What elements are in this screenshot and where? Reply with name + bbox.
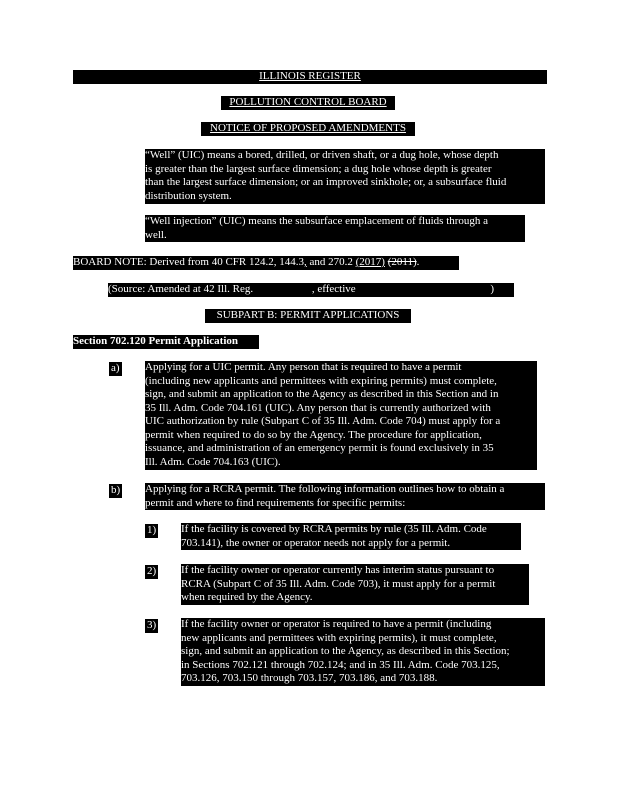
para-a-text: Applying for a UIC permit. Any person that is required to have a permit (including new applicants and permittees with expiring permits) must complete, sign, and submit an application to the Agency as described in this Section and in 35 Ill. Adm. Code 704.161 (UIC). Any person that is currently authorized with UIC authorization by rule (Subpart C of 35 Ill. Adm. Code 704) must apply for a permit when required to do so by the Agency. The procedure for application, issuance, and administration of an emergency permit is found exclusively in 35 Ill. Adm. Code 704.163 (UIC).: [145, 361, 537, 470]
para-b-text: Applying for a RCRA permit. The following information outlines how to obtain a permit and where to find requirements for specific permits:: [145, 483, 545, 510]
item-1-text: If the facility is covered by RCRA permits by rule (35 Ill. Adm. Code 703.141), the owner or operator needs not apply for a permit.: [181, 523, 521, 550]
subpart-heading: SUBPART B: PERMIT APPLICATIONS: [205, 309, 411, 323]
para-a-label: a): [111, 362, 120, 374]
source-note: (Source: Amended at 42 Ill. Reg. , effective ): [108, 283, 514, 297]
well-injection-definition: “Well injection” (UIC) means the subsurface emplacement of fluids through a well.: [145, 215, 525, 242]
well-definition: “Well” (UIC) means a bored, drilled, or driven shaft, or a dug hole, whose depth is greater than the largest surface dimension; a dug hole whose depth is greater than the largest surface dimension; or an improved sinkhole; or, a subsurface fluid distribution system.: [145, 149, 545, 204]
item-1-label: 1): [147, 524, 157, 536]
item-2-text: If the facility owner or operator currently has interim status pursuant to RCRA (Subpart C of 35 Ill. Adm. Code 703), it must apply for a permit when required by the Agency.: [181, 564, 529, 605]
board-name: POLLUTION CONTROL BOARD: [221, 96, 395, 110]
para-b-label: b): [111, 484, 121, 496]
notice-title: NOTICE OF PROPOSED AMENDMENTS: [201, 122, 415, 136]
section-heading: Section 702.120 Permit Application: [73, 335, 259, 349]
item-2-label: 2): [147, 565, 157, 577]
board-note: BOARD NOTE: Derived from 40 CFR 124.2, 144.3, and 270.2 (2017) (2011).: [73, 256, 459, 270]
item-3-text: If the facility owner or operator is required to have a permit (including new applicants and permittees with expiring permits), it must complete, sign, and submit an application to the Agency, as described in this Section; in Sections 702.121 through 702.124; and in 35 Ill. Adm. Code 703.125, 703.126, 703.150 through 703.157, 703.186, and 703.188.: [181, 618, 545, 686]
register-title: ILLINOIS REGISTER: [73, 70, 547, 84]
item-3-label: 3): [147, 619, 157, 631]
